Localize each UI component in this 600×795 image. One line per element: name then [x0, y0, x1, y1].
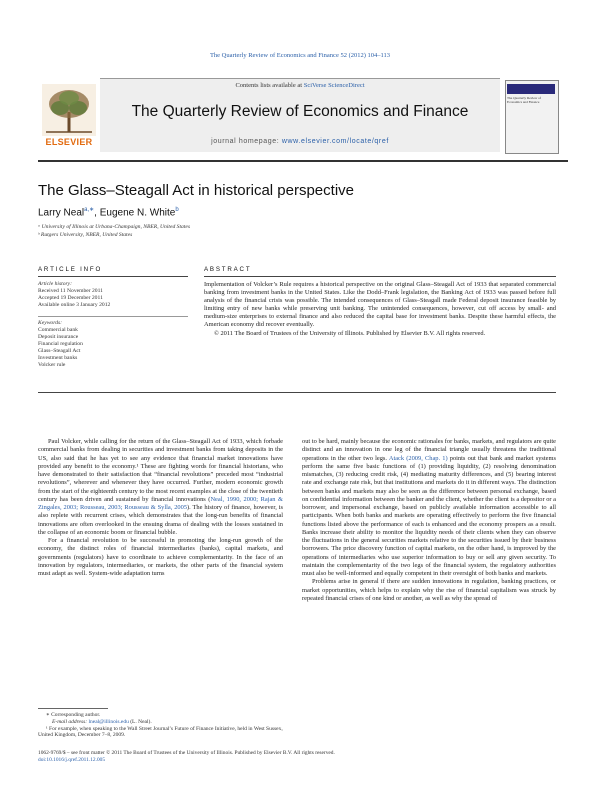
paragraph: Problems arise in general if there are sudden innovations in regulation, banking practices, or market opportunities, which helps to explain why the rise of financial capitalism was struck by repeated financial crises of one kind or another, as well as why the spread of	[302, 578, 556, 602]
citation-link[interactable]: Atack (2009, Chap. 1)	[388, 454, 448, 462]
issn-copyright: 1062-9769/$ – see front matter © 2011 The Board of Trustees of the University of Illinois. Published by Elsevier B.V. All rights reserved.	[38, 750, 335, 756]
keyword: Deposit insurance	[38, 334, 79, 340]
contents-prefix: Contents lists available at	[235, 82, 304, 89]
header-top-rule	[100, 78, 500, 79]
paragraph: For a financial revolution to be successful in promoting the long-run growth of the economy, the distinct roles of financial intermediaries (banks), capital markets, and governments (regulators) have to coordinate to achieve complementarity. In the face of an innovation by regulators, intermediaries, or markets, the other parts of the financial system must adapt as well. System-wide adaptation turns	[38, 537, 283, 577]
keyword: Investment banks	[38, 355, 78, 361]
journal-cover-title: The Quarterly Review of Economics and Finance	[507, 96, 541, 104]
paragraph-text: Paul Volcker, while calling for the return of the Glass–Steagall Act of 1933, which forbade commercial banks from dealing in securities and investment banks from taking deposits in the US, also said that he has yet to see any evidence that financial market innovations have provided any benefit to the economy.¹ These are fighting words for financial historians, who have demonstrated to their satisfaction that “financial revolutions” preceded most “industrial revolutions”, wherever and whenever they have occurred. Further, modern economic growth from the start of the eighteenth century to the most recent examples at the close of the twentieth century has been driven and sustained by financial innovations (	[38, 438, 283, 503]
affiliation: ᵃ University of Illinois at Urbana-Champaign, NBER, United States	[38, 224, 191, 230]
journal-homepage	[100, 138, 500, 145]
email-link[interactable]: lneal@illinois.edu	[88, 718, 129, 725]
history-accepted: Accepted 19 December 2011	[38, 295, 103, 301]
footnote-1: ¹ For example, when speaking to the Wall Street Journal’s Future of Finance Initiative, held in West Sussex, United Kingdom, December 7–8, 2009.	[38, 725, 283, 739]
info-divider	[38, 316, 188, 317]
author-marks[interactable]: a,∗	[84, 207, 95, 213]
doi-link[interactable]: doi:10.1016/j.qref.2011.12.005	[38, 756, 106, 763]
abstract-heading: ABSTRACT	[204, 266, 252, 273]
article-title: The Glass–Steagall Act in historical perspective	[38, 182, 354, 199]
paragraph-text: out to be hard, mainly because the economic rationales for banks, markets, and regulators are quite distinct and an innovation in one leg of the financial triangle usually threatens the traditional operations in the other two legs.	[302, 438, 556, 462]
front-matter-end-rule	[38, 392, 556, 393]
abstract-text: Implementation of Volcker’s Rule requires a historical perspective on the original Glass–Steagall Act of 1933 that separated commercial banking from investment banks in the United States. Like the Dodd–Frank legislation, the Banking Act of 1933 was passed before full analysis of the financial crisis was possible. The intended consequences of Glass–Steagall made Federal deposit insurance feasible by limiting entry of new banks while preserving unit banking. The unintended consequences, however, cut off access by small- and medium-size enterprises to external finance and also reduced the capital base for investment banks. Despite these harmful effects, the American economy did recover eventually.	[204, 281, 556, 329]
keyword: Commercial bank	[38, 327, 78, 333]
article-info-rule	[38, 276, 188, 277]
affiliation: ᵇ Rutgers University, NBER, United States	[38, 232, 133, 238]
history-online: Available online 3 January 2012	[38, 302, 111, 308]
paragraph	[38, 438, 283, 537]
paragraph	[302, 438, 556, 578]
article-history	[38, 281, 110, 309]
author-marks[interactable]: b	[175, 207, 179, 213]
keywords	[38, 320, 83, 369]
corresponding-author-note: ∗ Corresponding author.	[46, 712, 101, 718]
paragraph-text: ). The history of finance, however, is also replete with recurrent crises, which demonstrates that the long-run benefits of financial innovations are often overlooked in the ensuing drama of dealing with the losses sustained in the collapse of an economic boom or financial bubble.	[38, 504, 283, 536]
keyword: Volcker rule	[38, 362, 66, 368]
journal-cover-band	[507, 84, 555, 94]
body-right-column	[302, 438, 556, 603]
body-left-column	[38, 438, 283, 578]
article-info-heading: ARTICLE INFO	[38, 266, 103, 273]
keyword: Financial regulation	[38, 341, 83, 347]
author-name[interactable]: Larry Neal	[38, 207, 85, 219]
keywords-label: Keywords:	[38, 320, 63, 326]
keyword: Glass–Steagall Act	[38, 348, 81, 354]
abstract-body	[204, 281, 556, 338]
author-name[interactable]: Eugene N. White	[99, 207, 176, 219]
author-list: Larry Neal$^{a,∗}$, Eugene N. White$^b$	[38, 207, 179, 219]
front-matter-note	[38, 750, 558, 764]
email-label: E-mail address:	[52, 718, 89, 725]
citation-link[interactable]: Neal, 1990, 2000; Rajan & Zingales, 2003; Rousseau, 2003; Rousseau & Sylla, 2005	[38, 495, 283, 511]
paragraph-text: points out that bank and market systems perform the same five basic functions of (1) providing liquidity, (2) resolving denomination mismatches, (3) reducing credit risk, (4) mediating maturity differences, and (5) bearing interest rate and exchange rate risk, but that institutions and markets do it in different ways. The distinction between banks and markets may also be seen as the difference between personal exchange, based on confidential information between the banker and the client, whether the client is a depositor or a borrower, and impersonal exchange, based on publicly available information accessible to all participants. When both banks and markets are operating effectively to perform the five financial functions listed above the performance of each is enhanced and the economy prospers as a result. Banks increase their ability to monitor the liquidity needs of their clients when they can observe the fluctuations in the general securities markets relative to the securities issued by their business borrowers. The price discovery function of capital markets, on the other hand, is improved by the operations of intermediaries who use superior information to buy or sell any given security. To maintain the complementarity of the two legs of the financial system, the regulatory authorities must also be well-informed and equally competent in their oversight of both banks and markets.	[302, 454, 556, 577]
history-received: Received 11 November 2011	[38, 288, 103, 294]
footnote-rule	[38, 708, 108, 709]
journal-citation[interactable]: The Quarterly Review of Economics and Finance 52 (2012) 104–113	[209, 52, 391, 59]
contents-line	[100, 82, 500, 89]
homepage-link[interactable]: www.elsevier.com/locate/qref	[281, 138, 389, 145]
elsevier-wordmark: ELSEVIER	[45, 137, 93, 147]
journal-title: The Quarterly Review of Economics and Finance	[131, 103, 469, 120]
homepage-prefix: journal homepage:	[211, 138, 282, 145]
abstract-copyright: © 2011 The Board of Trustees of the University of Illinois. Published by Elsevier B.V. All rights reserved.	[214, 329, 486, 337]
abstract-rule	[204, 276, 556, 277]
history-label: Article history:	[38, 281, 73, 287]
sciencedirect-link[interactable]: SciVerse ScienceDirect	[303, 82, 365, 89]
footnotes	[38, 712, 283, 739]
email-suffix: (L. Neal).	[128, 718, 152, 725]
header-bottom-rule	[38, 160, 568, 162]
